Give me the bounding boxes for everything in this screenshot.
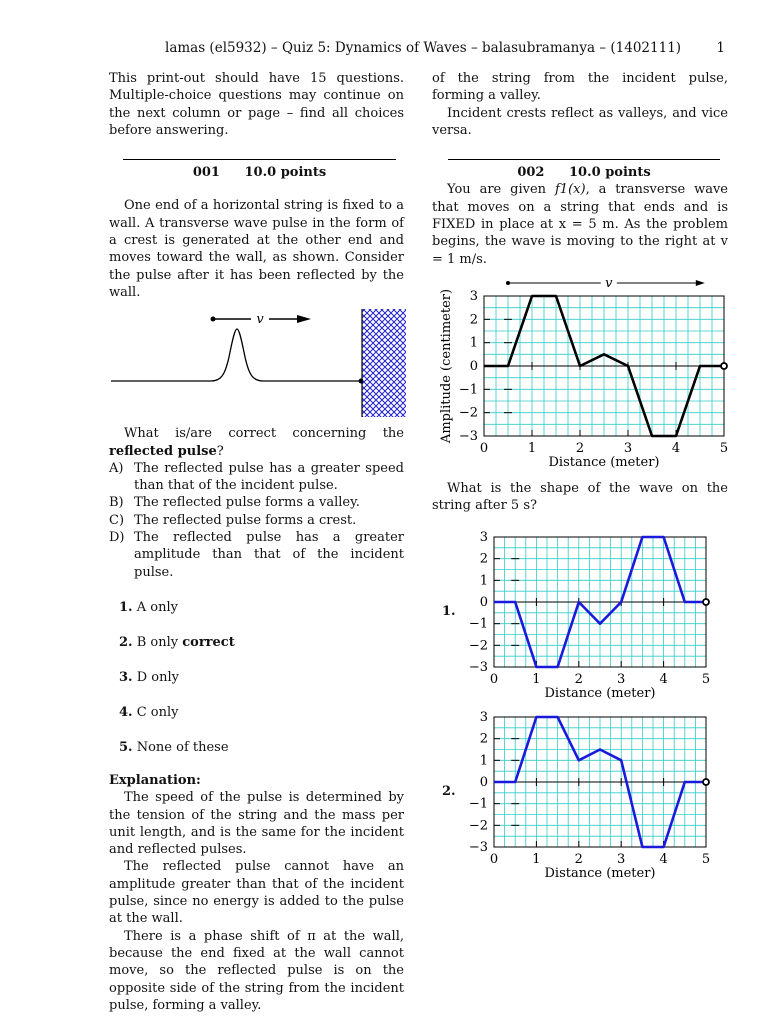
- x-tick-label: 1: [527, 440, 537, 456]
- y-tick-label: 0: [469, 358, 478, 374]
- y-tick-label: −1: [468, 616, 488, 632]
- x-axis-label: Distance (meter): [544, 865, 656, 881]
- y-tick-label: −2: [458, 405, 478, 421]
- x-tick-label: 3: [623, 440, 633, 456]
- x-tick-label: 3: [617, 671, 626, 687]
- x-tick-label: 2: [574, 851, 583, 867]
- x-tick-label: 0: [489, 671, 499, 687]
- option-a: A) The reflected pulse has a greater speed than that of the incident pulse.: [109, 460, 404, 494]
- wall: [362, 309, 406, 417]
- explanation-paragraph-2: The reflected pulse cannot have an amplitude greater than that of the incident pulse, since no energy is added to the pulse at the wall.: [109, 859, 404, 927]
- given-wave-chart: [428, 274, 738, 474]
- x-tick-label: 4: [659, 851, 668, 867]
- question-1-prompt: What is/are correct concerning the reflected pulse?: [109, 426, 404, 459]
- question-1-number: 001: [192, 165, 220, 181]
- answer-2[interactable]: 2. B only correct: [119, 634, 235, 650]
- y-tick-label: 3: [469, 288, 478, 304]
- velocity-arrow-head: [696, 280, 705, 286]
- x-tick-label: 2: [574, 671, 583, 687]
- x-tick-label: 0: [489, 851, 499, 867]
- explanation-paragraph-1: The speed of the pulse is determined by the tension of the string and the mass per unit length, and is the same for the incident and reflected pulses.: [109, 790, 404, 858]
- question-2-points: 10.0 points: [569, 165, 651, 181]
- x-tick-label: 4: [659, 671, 668, 687]
- answer-choices: [109, 599, 404, 774]
- choice-2-block[interactable]: [432, 709, 728, 889]
- page-number: 1: [716, 40, 725, 56]
- velocity-arrow-head: [297, 315, 311, 323]
- page-header: [165, 40, 725, 57]
- x-tick-label: 1: [532, 671, 541, 687]
- x-tick-label: 5: [719, 440, 729, 456]
- option-c: C) The reflected pulse forms a crest.: [109, 512, 357, 528]
- choice-2-chart: [452, 709, 742, 889]
- fixed-end-marker: [721, 363, 727, 369]
- x-tick-label: 0: [479, 440, 489, 456]
- x-tick-label: 5: [701, 851, 711, 867]
- fixed-end-marker: [703, 599, 709, 605]
- intro-text: This print-out should have 15 questions. Multiple-choice questions may continue on the next column or page – find all choices before answering.: [109, 71, 404, 138]
- y-tick-label: −1: [468, 796, 488, 812]
- right-column: [432, 70, 728, 889]
- x-tick-label: 2: [575, 440, 585, 456]
- choice-1-label: 1.: [442, 603, 456, 619]
- y-tick-label: −1: [458, 382, 478, 398]
- question-1-options: [109, 460, 404, 581]
- question-2-number: 002: [517, 165, 545, 181]
- velocity-arrow-tail: [506, 281, 510, 285]
- question-2-header: [448, 159, 720, 181]
- function-name: f1(x): [555, 182, 586, 198]
- left-column: [109, 70, 404, 1013]
- y-tick-label: −3: [468, 659, 488, 675]
- x-tick-label: 5: [701, 671, 711, 687]
- x-axis-label: Distance (meter): [548, 454, 660, 470]
- y-tick-label: 1: [479, 752, 488, 768]
- y-tick-label: 2: [479, 731, 488, 747]
- correct-mark: correct: [182, 634, 235, 650]
- y-tick-label: 1: [469, 335, 478, 351]
- y-tick-label: 3: [479, 529, 488, 545]
- header-title: lamas (el5932) – Quiz 5: Dynamics of Waves – balasubramanya – (1402111): [165, 40, 682, 56]
- y-tick-label: −3: [458, 428, 478, 444]
- x-tick-label: 3: [617, 851, 626, 867]
- fixed-end-marker: [703, 779, 709, 785]
- velocity-arrow-tail: [211, 317, 216, 322]
- choice-2-label: 2.: [442, 783, 456, 799]
- y-tick-label: −3: [468, 839, 488, 855]
- explanation-paragraph-3: There is a phase shift of π at the wall, because the end fixed at the wall cannot move, so the reflected pulse is on the opposite side of the string from the incident pulse, forming a valley.: [109, 928, 404, 1013]
- option-d: D) The reflected pulse has a greater amplitude than that of the incident pulse.: [109, 530, 404, 580]
- explanation-paragraph-4: Incident crests reflect as valleys, and vice versa.: [432, 105, 728, 138]
- velocity-label: v: [256, 312, 264, 328]
- question-2-body: You are given f1(x), a transverse wave that moves on a string that ends and is FIXED in place at x = 5 m. As the problem begins, the wave is moving to the right at v = 1 m/s.: [432, 182, 728, 267]
- y-tick-label: 1: [479, 572, 488, 588]
- y-tick-label: 2: [469, 312, 478, 328]
- choice-1-chart: [452, 529, 742, 709]
- question-1-body: One end of a horizontal string is fixed to a wall. A transverse wave pulse in the form of a crest is generated at the other end and moves toward the wall, as shown. Consider the pulse after it has been reflected by the wall.: [109, 198, 404, 300]
- question-1-points: 10.0 points: [244, 165, 327, 181]
- x-tick-label: 1: [532, 851, 541, 867]
- explanation-heading: Explanation:: [109, 772, 201, 788]
- answer-4[interactable]: 4. C only: [119, 704, 179, 720]
- y-tick-label: −2: [468, 637, 488, 653]
- y-tick-label: 0: [479, 774, 488, 790]
- y-axis-label: Amplitude (centimeter): [439, 288, 454, 444]
- choice-1-block[interactable]: [432, 529, 728, 709]
- string-with-crest: [111, 329, 361, 381]
- answer-3[interactable]: 3. D only: [119, 669, 179, 685]
- velocity-label: v: [605, 275, 613, 291]
- explanation-paragraph-3-continued: of the string from the incident pulse, forming a valley.: [432, 71, 728, 104]
- y-tick-label: −2: [468, 817, 488, 833]
- pulse-wall-diagram: [109, 307, 409, 417]
- y-tick-label: 3: [479, 709, 488, 725]
- question-2-question: What is the shape of the wave on the string after 5 s?: [432, 480, 728, 514]
- question-1-header: [123, 159, 396, 181]
- x-axis-label: Distance (meter): [544, 685, 656, 701]
- x-tick-label: 4: [671, 440, 681, 456]
- answer-5[interactable]: 5. None of these: [119, 739, 229, 755]
- answer-1[interactable]: 1. A only: [119, 599, 178, 615]
- y-tick-label: 2: [479, 551, 488, 567]
- y-tick-label: 0: [479, 594, 488, 610]
- option-b: B) The reflected pulse forms a valley.: [109, 495, 360, 511]
